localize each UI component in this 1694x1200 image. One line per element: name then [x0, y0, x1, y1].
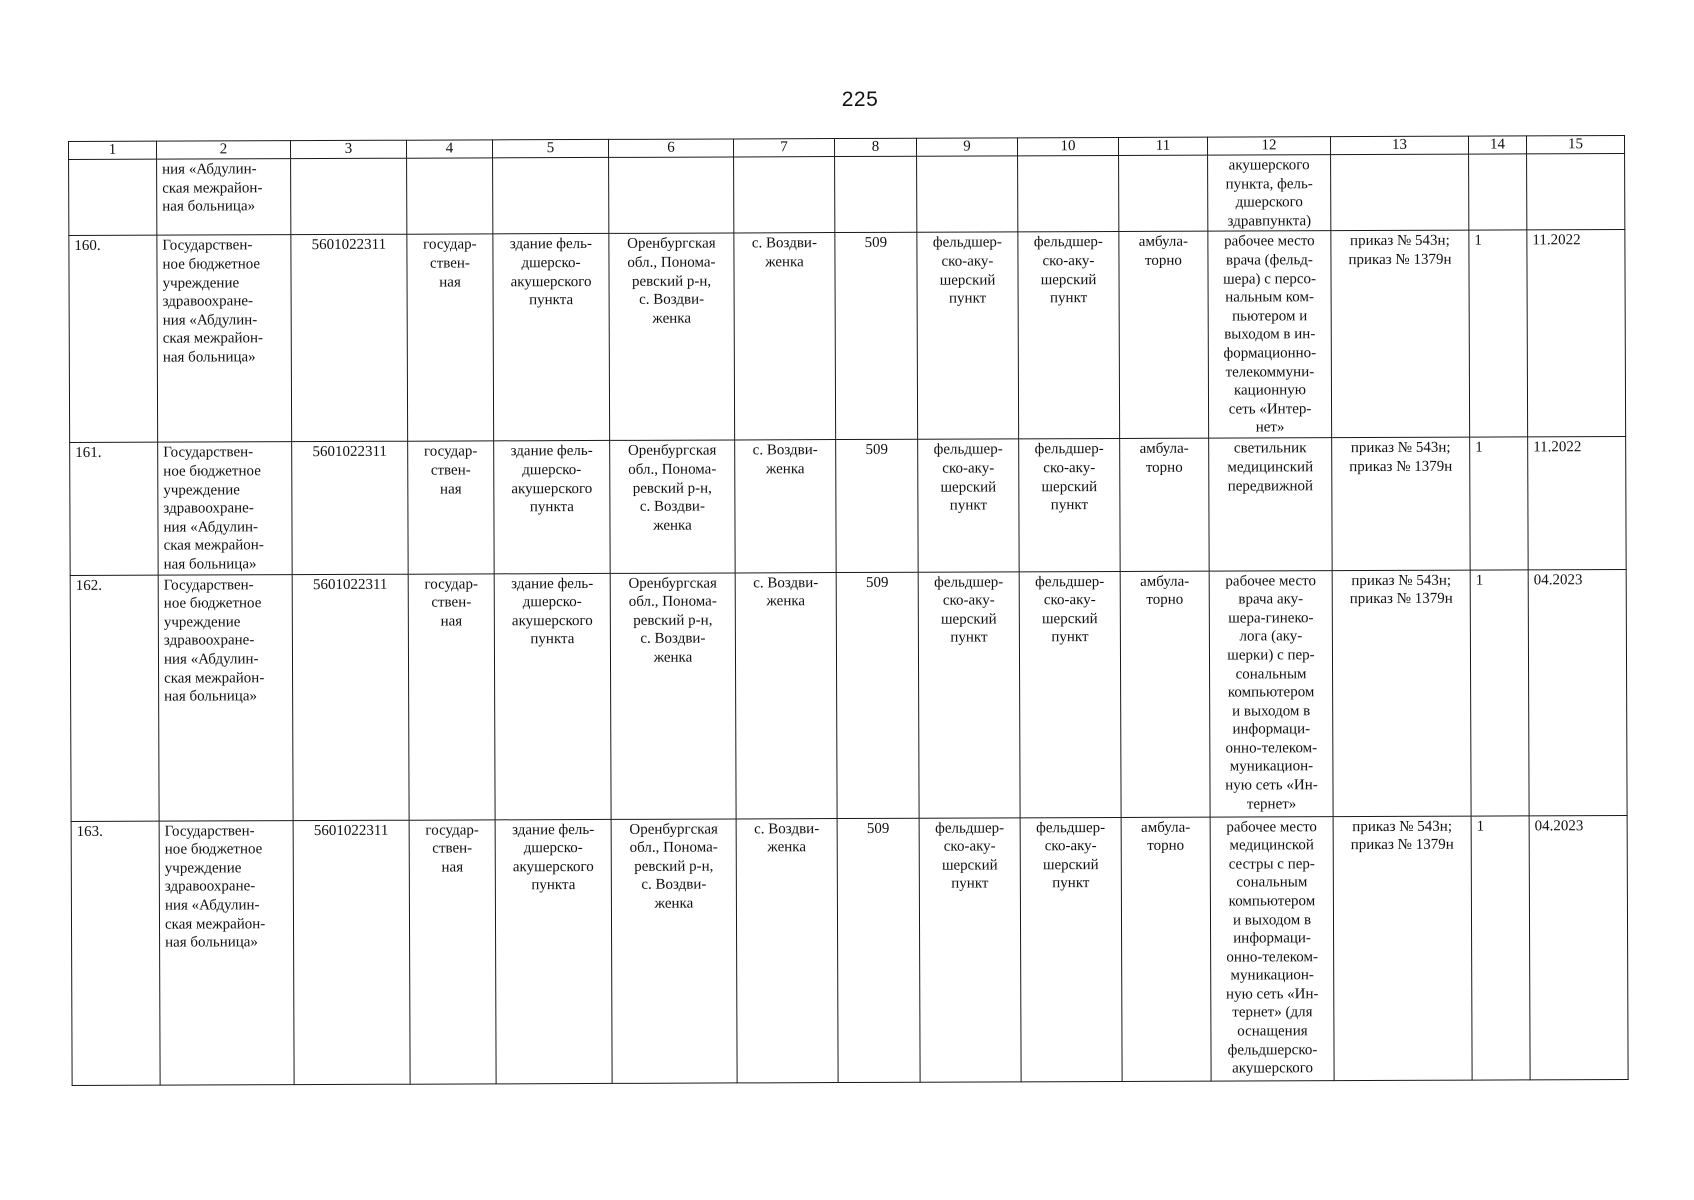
- inn-cell: 5601022311: [292, 574, 409, 820]
- column-header: 2: [157, 141, 291, 160]
- care-mode-cell: [1119, 155, 1208, 232]
- unit-type-cell: фельдшер- ско-аку- шерский пункт: [1020, 817, 1122, 1081]
- column-header: 7: [733, 139, 834, 157]
- care-mode-cell: амбула- торно: [1120, 571, 1210, 817]
- quantity-cell: 1: [1469, 230, 1528, 437]
- order-cell: приказ № 543н; приказ № 1379н: [1331, 230, 1470, 438]
- row-number-cell: 160.: [69, 236, 158, 443]
- code-cell: 509: [836, 572, 919, 818]
- address-cell: Оренбургская обл., Понома- ревский р-н, с. Воздви- женка: [611, 818, 737, 1082]
- code-cell: 509: [837, 818, 920, 1082]
- facility-type-cell: фельдшер- ско-аку- шерский пункт: [918, 439, 1020, 572]
- ownership-cell: государ- ствен- ная: [407, 234, 494, 441]
- ownership-cell: государ- ствен- ная: [409, 819, 496, 1083]
- page-number: 225: [841, 88, 879, 111]
- date-cell: 11.2022: [1528, 437, 1627, 570]
- quantity-cell: 1: [1470, 437, 1529, 569]
- organization-cell: Государствен- ное бюджетное учреждение здравоохране- ния «Абдулин- ская межрайон- ная больница»: [158, 442, 293, 575]
- facility-type-cell: фельдшер- ско-аку- шерский пункт: [918, 571, 1020, 817]
- unit-type-cell: фельдшер- ско-аку- шерский пункт: [1019, 571, 1121, 817]
- column-header: 11: [1118, 137, 1207, 155]
- date-cell: 04.2023: [1529, 815, 1628, 1079]
- table-row: [71, 815, 1628, 1085]
- settlement-cell: [734, 157, 835, 234]
- settlement-cell: с. Воздви- женка: [736, 818, 838, 1082]
- column-header: 12: [1207, 137, 1330, 155]
- table-row: [70, 437, 1626, 575]
- address-cell: Оренбургская обл., Понома- ревский р-н, с. Воздви- женка: [610, 572, 736, 818]
- equipment-table: [68, 135, 1629, 1086]
- equipment-cell: рабочее место врача (фельд- шера) с персо- нальным ком- пьютером и выходом в ин- формационно- телекоммуни- кационную сеть «Интер- нет»: [1208, 231, 1332, 438]
- column-header: 5: [492, 139, 608, 157]
- column-header: 14: [1468, 136, 1526, 154]
- quantity-cell: 1: [1470, 569, 1529, 815]
- row-number-cell: 161.: [70, 443, 159, 575]
- organization-cell: ния «Абдулин- ская межрайон- ная больница»: [157, 159, 291, 236]
- table-row: [69, 154, 1625, 236]
- date-cell: [1527, 154, 1625, 231]
- building-cell: здание фель- дшерско- акушерского пункта: [493, 234, 610, 441]
- code-cell: 509: [836, 440, 919, 572]
- column-header: 15: [1526, 136, 1624, 154]
- quantity-cell: [1469, 154, 1527, 231]
- care-mode-cell: амбула- торно: [1121, 817, 1211, 1081]
- order-cell: приказ № 543н; приказ № 1379н: [1333, 816, 1472, 1081]
- building-cell: здание фель- дшерско- акушерского пункта: [494, 573, 611, 819]
- address-cell: Оренбургская обл., Понома- ревский р-н, с. Воздви- женка: [609, 233, 735, 440]
- column-header: 8: [834, 138, 916, 156]
- column-header: 9: [916, 138, 1017, 156]
- equipment-cell: рабочее место медицинской сестры с пер- сональным компьютером и выходом в информаци- онно-телеком- муникацион- ную сеть «Ин- тернет» (для оснащения фельдшерско- акушерского: [1210, 816, 1334, 1080]
- column-header: 1: [69, 141, 157, 159]
- column-header: 13: [1330, 136, 1468, 155]
- organization-cell: Государствен- ное бюджетное учреждение здравоохране- ния «Абдулин- ская межрайон- ная больница»: [157, 235, 292, 443]
- column-header: 6: [608, 139, 733, 157]
- organization-cell: Государствен- ное бюджетное учреждение здравоохране- ния «Абдулин- ская межрайон- ная больница»: [158, 574, 293, 821]
- equipment-cell: светильник медицинский передвижной: [1209, 438, 1333, 571]
- unit-type-cell: фельдшер- ско-аку- шерский пункт: [1019, 439, 1121, 572]
- building-cell: здание фель- дшерско- акушерского пункта: [495, 819, 612, 1083]
- organization-cell: Государствен- ное бюджетное учреждение здравоохране- ния «Абдулин- ская межрайон- ная больница»: [159, 820, 294, 1085]
- settlement-cell: с. Воздви- женка: [734, 233, 836, 440]
- inn-cell: 5601022311: [292, 442, 409, 575]
- unit-type-cell: фельдшер- ско-аку- шерский пункт: [1018, 232, 1120, 439]
- facility-type-cell: фельдшер- ско-аку- шерский пункт: [919, 817, 1021, 1081]
- settlement-cell: с. Воздви- женка: [735, 572, 837, 818]
- care-mode-cell: амбула- торно: [1119, 231, 1209, 438]
- building-cell: [493, 157, 609, 234]
- facility-type-cell: фельдшер- ско-аку- шерский пункт: [917, 232, 1019, 439]
- ownership-cell: государ- ствен- ная: [408, 441, 495, 573]
- inn-cell: 5601022311: [291, 235, 408, 442]
- quantity-cell: 1: [1471, 815, 1530, 1079]
- equipment-cell: рабочее место врача аку- шера-гинеко- лога (аку- шерки) с пер- сональным компьютером и выходом в информаци- онно-телеком- муникацион- ную сеть «Ин- тернет»: [1209, 570, 1333, 816]
- code-cell: 509: [835, 233, 918, 440]
- row-number-cell: 162.: [70, 575, 159, 821]
- facility-type-cell: [917, 156, 1018, 233]
- ownership-cell: [407, 158, 493, 235]
- building-cell: здание фель- дшерско- акушерского пункта: [494, 441, 611, 574]
- unit-type-cell: [1018, 155, 1119, 232]
- inn-cell: 5601022311: [293, 820, 410, 1084]
- table-row: [70, 569, 1627, 821]
- column-header: 3: [291, 140, 407, 158]
- code-cell: [835, 156, 917, 233]
- table-body: [69, 154, 1629, 1085]
- ownership-cell: государ- ствен- ная: [408, 573, 495, 819]
- address-cell: [609, 157, 734, 234]
- date-cell: 04.2023: [1528, 569, 1627, 815]
- date-cell: 11.2022: [1527, 230, 1626, 437]
- order-cell: приказ № 543н; приказ № 1379н: [1332, 437, 1471, 570]
- settlement-cell: с. Воздви- женка: [735, 440, 837, 573]
- address-cell: Оренбургская обл., Понома- ревский р-н, с. Воздви- женка: [610, 440, 736, 573]
- inn-cell: [291, 158, 407, 235]
- row-number-cell: [69, 159, 157, 236]
- order-cell: [1331, 154, 1469, 231]
- row-number-cell: 163.: [71, 821, 160, 1085]
- equipment-cell: акушерского пункта, фель- дшерского здравпункта): [1208, 155, 1331, 232]
- table-row: [69, 230, 1626, 443]
- column-header: 10: [1017, 137, 1118, 155]
- care-mode-cell: амбула- торно: [1120, 438, 1210, 570]
- column-header: 4: [406, 140, 492, 158]
- order-cell: приказ № 543н; приказ № 1379н: [1332, 570, 1471, 817]
